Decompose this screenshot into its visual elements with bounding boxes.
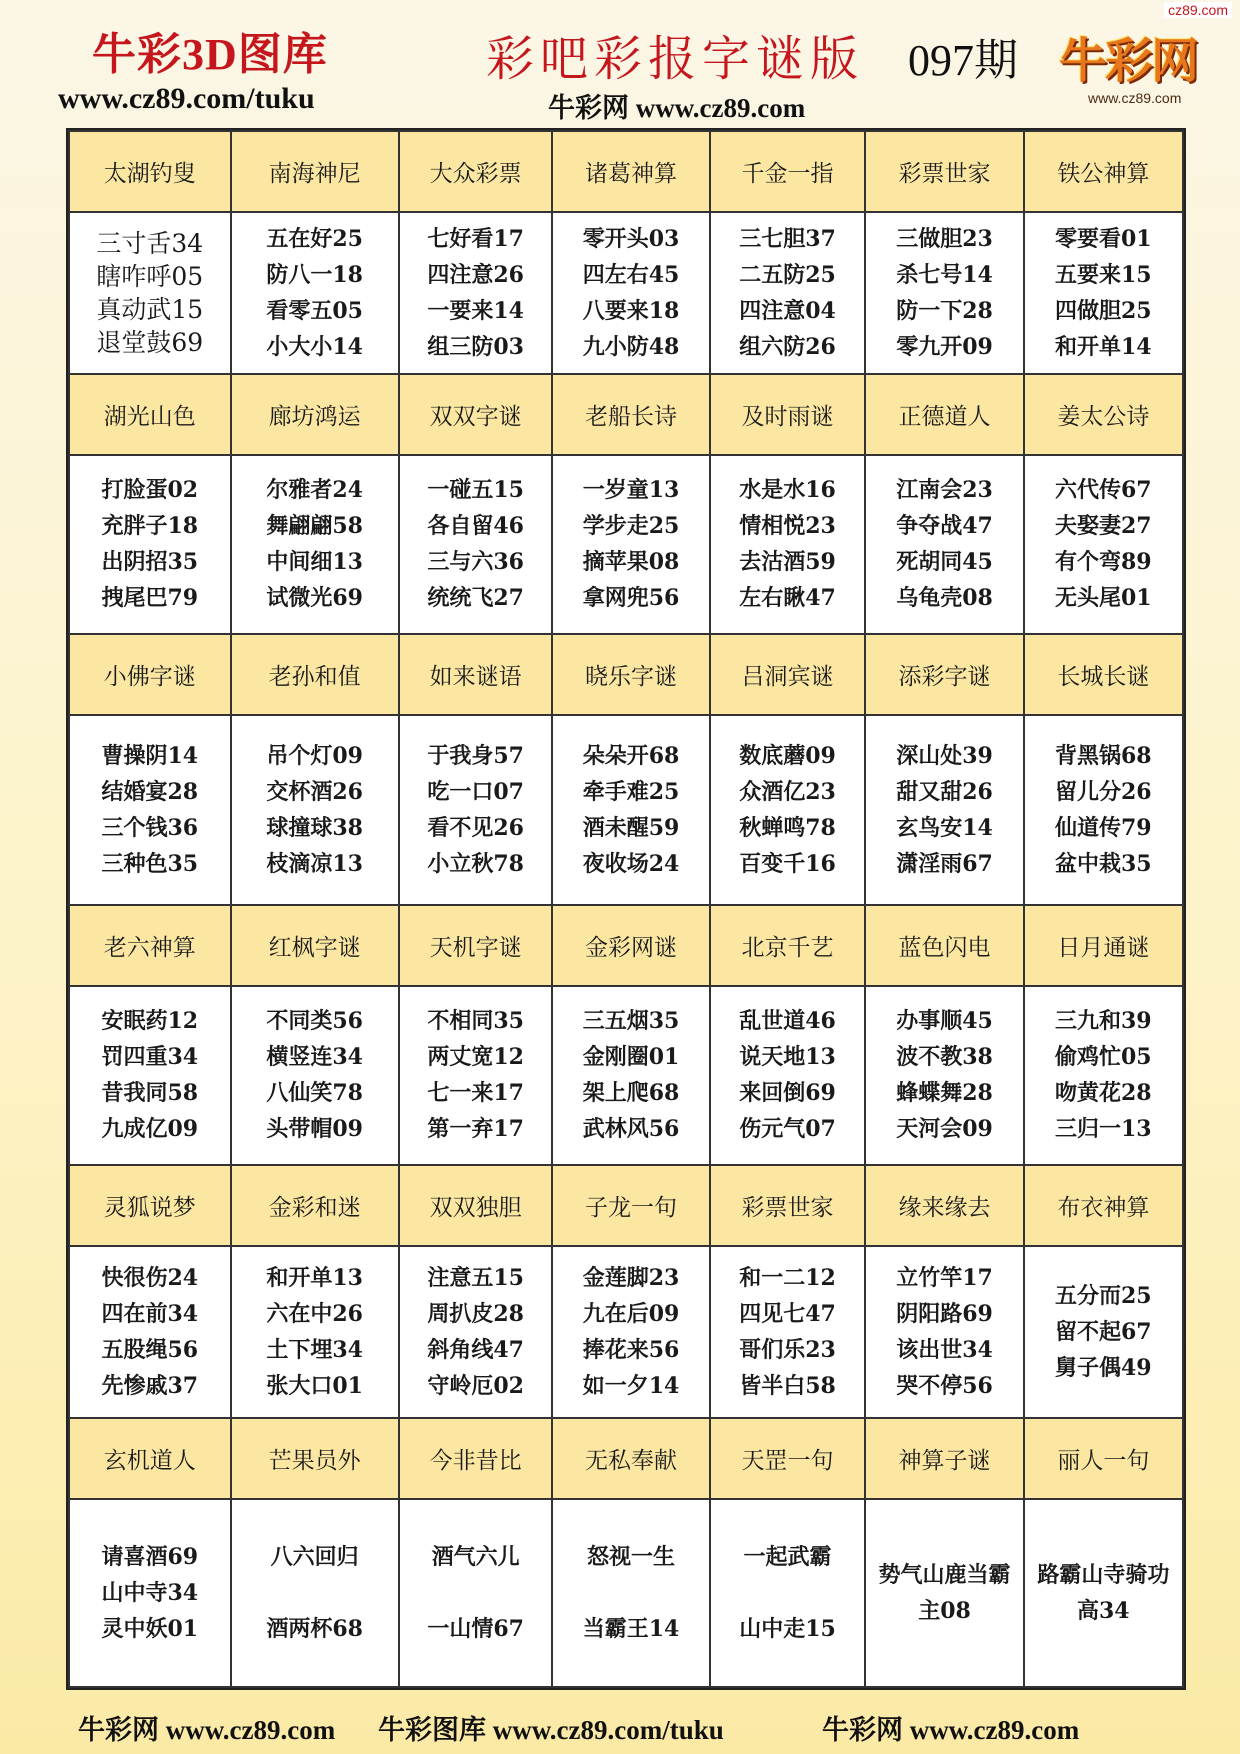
riddle-line: 一山情67 xyxy=(427,1616,524,1643)
riddle-line: 哭不停56 xyxy=(896,1372,993,1399)
riddle-cell xyxy=(231,986,399,1165)
riddle-line: 看不见26 xyxy=(427,814,524,841)
riddle-cell xyxy=(552,1499,709,1687)
riddle-line: 真动武15 xyxy=(96,294,204,324)
column-title: 及时雨谜 xyxy=(710,374,866,455)
header-row xyxy=(69,131,1183,212)
riddle-line: 势气山鹿当霸 xyxy=(878,1562,1011,1589)
header-row xyxy=(69,374,1183,455)
issue-number: 097期 xyxy=(908,36,1018,85)
riddle-line: 左右瞅47 xyxy=(739,585,836,612)
riddle-cell xyxy=(865,1499,1023,1687)
riddle-line: 死胡同45 xyxy=(896,549,993,576)
riddle-line: 三寸舌34 xyxy=(96,228,204,258)
riddle-line: 交杯酒26 xyxy=(266,778,363,805)
riddle-cell xyxy=(710,212,866,374)
riddle-line: 六在中26 xyxy=(266,1300,363,1327)
corner-url[interactable]: cz89.com xyxy=(1164,2,1232,18)
riddle-line: 三种色35 xyxy=(101,850,199,877)
riddle-cell xyxy=(69,212,231,374)
riddle-line: 周扒皮28 xyxy=(427,1300,524,1327)
column-title: 布衣神算 xyxy=(1024,1165,1183,1246)
riddle-line: 舞翩翩58 xyxy=(266,513,363,540)
riddle-line: 众酒亿23 xyxy=(739,778,836,805)
riddle-line: 于我身57 xyxy=(427,742,524,769)
column-title: 千金一指 xyxy=(710,131,866,212)
footer-link-left[interactable]: 牛彩网 www.cz89.com xyxy=(78,1715,336,1745)
riddle-line: 曹操阴14 xyxy=(101,742,199,769)
riddle-grid xyxy=(66,128,1186,1690)
header-row xyxy=(69,634,1183,715)
riddle-line: 舅子偶49 xyxy=(1055,1354,1152,1381)
riddle-line xyxy=(232,1575,398,1611)
site-title: 牛彩3D图库 xyxy=(92,30,328,79)
riddle-line: 头带帽09 xyxy=(266,1116,363,1143)
riddle-line: 四左右45 xyxy=(582,261,680,288)
riddle-line: 盆中栽35 xyxy=(1055,850,1152,877)
riddle-cell xyxy=(1024,212,1183,374)
column-title: 彩票世家 xyxy=(865,131,1023,212)
riddle-cell xyxy=(399,212,553,374)
riddle-line: 一碰五15 xyxy=(427,477,524,504)
riddle-line: 杀七号14 xyxy=(896,261,993,288)
column-title: 北京千艺 xyxy=(710,905,866,986)
riddle-line: 五要来15 xyxy=(1055,261,1152,288)
riddle-line: 球撞球38 xyxy=(266,814,363,841)
riddle-cell xyxy=(1024,1246,1183,1419)
column-title: 如来谜语 xyxy=(399,634,553,715)
riddle-line: 捧花来56 xyxy=(582,1336,680,1363)
riddle-line: 高34 xyxy=(1077,1598,1130,1625)
riddle-cell xyxy=(399,1499,553,1687)
column-title: 南海神尼 xyxy=(231,131,399,212)
column-title: 缘来缘去 xyxy=(865,1165,1023,1246)
riddle-cell xyxy=(231,455,399,634)
riddle-line: 三五烟35 xyxy=(582,1008,680,1035)
riddle-line: 金刚圈01 xyxy=(582,1044,680,1071)
column-title: 晓乐字谜 xyxy=(552,634,709,715)
content-row xyxy=(69,1499,1183,1687)
riddle-line: 中间细13 xyxy=(266,549,363,576)
content-row xyxy=(69,455,1183,634)
riddle-table xyxy=(68,130,1184,1688)
riddle-line: 有个弯89 xyxy=(1055,549,1152,576)
column-title: 子龙一句 xyxy=(552,1165,709,1246)
riddle-line: 架上爬68 xyxy=(582,1080,680,1107)
column-title: 双双字谜 xyxy=(399,374,553,455)
riddle-line: 甜又甜26 xyxy=(896,778,993,805)
riddle-line: 五在好25 xyxy=(266,225,363,252)
riddle-line: 枝滴凉13 xyxy=(266,850,363,877)
column-title: 老六神算 xyxy=(69,905,231,986)
riddle-line: 先惨戚37 xyxy=(101,1372,199,1399)
riddle-cell xyxy=(552,1246,709,1419)
riddle-cell xyxy=(865,212,1023,374)
riddle-line: 牵手难25 xyxy=(582,778,680,805)
riddle-line: 九成亿09 xyxy=(101,1116,199,1143)
riddle-line: 路霸山寺骑功 xyxy=(1037,1562,1170,1589)
column-title: 诸葛神算 xyxy=(552,131,709,212)
riddle-line: 仙道传79 xyxy=(1055,814,1152,841)
header-row xyxy=(69,905,1183,986)
column-title: 吕洞宾谜 xyxy=(710,634,866,715)
riddle-line: 留儿分26 xyxy=(1055,778,1152,805)
riddle-line: 哥们乐23 xyxy=(739,1336,836,1363)
column-title: 老船长诗 xyxy=(552,374,709,455)
riddle-line: 水是水16 xyxy=(739,477,836,504)
riddle-line: 和开单13 xyxy=(266,1264,363,1291)
logo-text: 牛彩网 xyxy=(1058,35,1197,88)
riddle-line: 斜角线47 xyxy=(427,1336,524,1363)
riddle-line: 打脸蛋02 xyxy=(101,477,199,504)
riddle-cell xyxy=(710,455,866,634)
column-title: 今非昔比 xyxy=(399,1418,553,1499)
riddle-line: 一起武霸 xyxy=(743,1544,832,1571)
riddle-line: 各自留46 xyxy=(427,513,524,540)
riddle-line: 留不起67 xyxy=(1055,1318,1152,1345)
riddle-line: 偷鸡忙05 xyxy=(1055,1044,1152,1071)
riddle-line: 结婚宴28 xyxy=(101,778,199,805)
riddle-line: 乱世道46 xyxy=(739,1008,836,1035)
riddle-cell xyxy=(865,1246,1023,1419)
riddle-line: 五股绳56 xyxy=(101,1336,199,1363)
riddle-line: 吻黄花28 xyxy=(1055,1080,1152,1107)
column-title: 大众彩票 xyxy=(399,131,553,212)
riddle-line: 六代传67 xyxy=(1055,477,1152,504)
riddle-line: 请喜酒69 xyxy=(101,1544,199,1571)
riddle-cell xyxy=(865,715,1023,905)
column-title: 老孙和值 xyxy=(231,634,399,715)
center-url[interactable]: 牛彩网 www.cz89.com xyxy=(548,93,806,123)
riddle-line: 四注意26 xyxy=(427,261,524,288)
riddle-line: 江南会23 xyxy=(896,477,993,504)
riddle-line: 三与六36 xyxy=(427,549,524,576)
riddle-line: 吃一口07 xyxy=(427,778,524,805)
riddle-line: 金莲脚23 xyxy=(582,1264,680,1291)
riddle-cell xyxy=(552,715,709,905)
riddle-line: 五分而25 xyxy=(1055,1282,1152,1309)
column-title: 蓝色闪电 xyxy=(865,905,1023,986)
column-title: 添彩字谜 xyxy=(865,634,1023,715)
riddle-line: 三七胆37 xyxy=(739,225,836,252)
riddle-line xyxy=(553,1575,708,1611)
column-title: 灵狐说梦 xyxy=(69,1165,231,1246)
riddle-line: 办事顺45 xyxy=(896,1008,993,1035)
riddle-line: 八六回归 xyxy=(270,1544,359,1571)
riddle-line: 罚四重34 xyxy=(101,1044,199,1071)
riddle-line: 一岁童13 xyxy=(582,477,680,504)
riddle-line: 统统飞27 xyxy=(427,585,524,612)
riddle-line: 尔雅者24 xyxy=(266,477,363,504)
riddle-cell xyxy=(69,715,231,905)
riddle-line: 九在后09 xyxy=(582,1300,680,1327)
riddle-cell xyxy=(710,986,866,1165)
riddle-line: 夫娶妻27 xyxy=(1055,513,1152,540)
riddle-cell xyxy=(69,986,231,1165)
column-title: 太湖钓叟 xyxy=(69,131,231,212)
riddle-line: 背黑锅68 xyxy=(1055,742,1152,769)
riddle-line: 三个钱36 xyxy=(101,814,199,841)
riddle-line: 防一下28 xyxy=(896,297,993,324)
riddle-cell xyxy=(1024,715,1183,905)
riddle-line: 充胖子18 xyxy=(101,513,199,540)
column-title: 双双独胆 xyxy=(399,1165,553,1246)
riddle-cell xyxy=(710,1499,866,1687)
riddle-cell xyxy=(552,986,709,1165)
content-row xyxy=(69,986,1183,1165)
riddle-line: 拿网兜56 xyxy=(582,585,680,612)
riddle-line: 蜂蝶舞28 xyxy=(896,1080,993,1107)
riddle-line: 不同类56 xyxy=(266,1008,363,1035)
riddle-line: 武林风56 xyxy=(582,1116,680,1143)
riddle-line: 摘苹果08 xyxy=(582,549,680,576)
content-row xyxy=(69,715,1183,905)
riddle-cell xyxy=(231,1246,399,1419)
riddle-line: 山中走15 xyxy=(739,1616,836,1643)
riddle-line xyxy=(711,1575,865,1611)
riddle-line: 学步走25 xyxy=(582,513,680,540)
riddle-line: 四见七47 xyxy=(739,1300,836,1327)
riddle-cell xyxy=(1024,1499,1183,1687)
content-row xyxy=(69,212,1183,374)
footer-link-right[interactable]: 牛彩网 www.cz89.com xyxy=(822,1715,1080,1745)
riddle-line: 八要来18 xyxy=(582,297,680,324)
column-title: 日月通谜 xyxy=(1024,905,1183,986)
riddle-line: 酒未醒59 xyxy=(582,814,680,841)
riddle-line: 吊个灯09 xyxy=(266,742,363,769)
riddle-line: 小大小14 xyxy=(266,333,363,360)
riddle-line: 小立秋78 xyxy=(427,850,524,877)
riddle-cell xyxy=(231,715,399,905)
riddle-line: 当霸王14 xyxy=(582,1616,680,1643)
footer-link-middle[interactable]: 牛彩图库 www.cz89.com/tuku xyxy=(378,1715,724,1745)
riddle-line: 四注意04 xyxy=(739,297,836,324)
riddle-line: 立竹竿17 xyxy=(896,1264,993,1291)
column-title: 长城长谜 xyxy=(1024,634,1183,715)
riddle-line: 朵朵开68 xyxy=(582,742,680,769)
riddle-line: 一要来14 xyxy=(427,297,524,324)
riddle-line: 七好看17 xyxy=(427,225,524,252)
riddle-line xyxy=(400,1575,552,1611)
riddle-cell xyxy=(399,1246,553,1419)
header-row xyxy=(69,1165,1183,1246)
riddle-cell xyxy=(865,986,1023,1165)
riddle-line: 试微光69 xyxy=(266,585,363,612)
riddle-line: 无头尾01 xyxy=(1055,585,1152,612)
riddle-line: 酒两杯68 xyxy=(266,1616,363,1643)
riddle-line: 七一来17 xyxy=(427,1080,524,1107)
column-title: 红枫字谜 xyxy=(231,905,399,986)
riddle-line: 出阴招35 xyxy=(101,549,199,576)
riddle-cell xyxy=(69,1246,231,1419)
riddle-line: 第一弃17 xyxy=(427,1116,524,1143)
riddle-line: 皆半白58 xyxy=(739,1372,836,1399)
column-title: 芒果员外 xyxy=(231,1418,399,1499)
riddle-line: 安眠药12 xyxy=(101,1008,199,1035)
riddle-line: 情相悦23 xyxy=(739,513,836,540)
riddle-line: 阴阳路69 xyxy=(896,1300,993,1327)
riddle-line: 二五防25 xyxy=(739,261,836,288)
riddle-line: 八仙笑78 xyxy=(266,1080,363,1107)
riddle-line: 土下埋34 xyxy=(266,1336,363,1363)
riddle-line: 张大口01 xyxy=(266,1372,363,1399)
column-title: 金彩和迷 xyxy=(231,1165,399,1246)
riddle-cell xyxy=(231,1499,399,1687)
riddle-line: 该出世34 xyxy=(896,1336,993,1363)
riddle-cell xyxy=(399,986,553,1165)
riddle-line: 酒气六儿 xyxy=(431,1544,520,1571)
riddle-line: 四在前34 xyxy=(101,1300,199,1327)
riddle-cell xyxy=(399,455,553,634)
riddle-cell xyxy=(710,1246,866,1419)
logo-url: www.cz89.com xyxy=(1088,90,1182,106)
riddle-line: 两丈宽12 xyxy=(427,1044,524,1071)
riddle-line: 三归一13 xyxy=(1055,1116,1152,1143)
riddle-line: 三做胆23 xyxy=(896,225,993,252)
column-title: 玄机道人 xyxy=(69,1418,231,1499)
riddle-line: 横竖连34 xyxy=(266,1044,363,1071)
riddle-line: 和开单14 xyxy=(1055,333,1152,360)
riddle-cell xyxy=(710,715,866,905)
brand-logo xyxy=(1048,22,1208,112)
riddle-line: 防八一18 xyxy=(266,261,363,288)
riddle-cell xyxy=(1024,455,1183,634)
riddle-line: 伤元气07 xyxy=(739,1116,836,1143)
column-title: 丽人一句 xyxy=(1024,1418,1183,1499)
riddle-line: 快很伤24 xyxy=(101,1264,199,1291)
column-title: 小佛字谜 xyxy=(69,634,231,715)
riddle-line: 深山处39 xyxy=(896,742,993,769)
riddle-line: 秋蝉鸣78 xyxy=(739,814,836,841)
content-row xyxy=(69,1246,1183,1419)
column-title: 神算子谜 xyxy=(865,1418,1023,1499)
column-title: 湖光山色 xyxy=(69,374,231,455)
riddle-line: 说天地13 xyxy=(739,1044,836,1071)
riddle-line: 退堂鼓69 xyxy=(96,327,204,357)
riddle-line: 来回倒69 xyxy=(739,1080,836,1107)
riddle-line: 看零五05 xyxy=(266,297,363,324)
riddle-cell xyxy=(865,455,1023,634)
column-title: 天机字谜 xyxy=(399,905,553,986)
riddle-cell xyxy=(552,212,709,374)
riddle-line: 玄鸟安14 xyxy=(896,814,993,841)
riddle-line: 天河会09 xyxy=(896,1116,993,1143)
riddle-line: 拽尾巴79 xyxy=(101,585,199,612)
column-title: 天罡一句 xyxy=(710,1418,866,1499)
riddle-line: 和一二12 xyxy=(739,1264,836,1291)
riddle-line: 三九和39 xyxy=(1055,1008,1152,1035)
site-url[interactable]: www.cz89.com/tuku xyxy=(58,82,315,115)
riddle-line: 九小防48 xyxy=(582,333,680,360)
page-title: 彩吧彩报字谜版 xyxy=(486,33,865,86)
riddle-line: 去沽酒59 xyxy=(739,549,836,576)
riddle-line: 组六防26 xyxy=(739,333,836,360)
riddle-cell xyxy=(231,212,399,374)
column-title: 廊坊鸿运 xyxy=(231,374,399,455)
riddle-line: 零要看01 xyxy=(1055,225,1152,252)
riddle-line: 乌龟壳08 xyxy=(896,585,993,612)
riddle-line: 百变千16 xyxy=(739,850,836,877)
riddle-line: 昔我同58 xyxy=(101,1080,199,1107)
riddle-cell xyxy=(1024,986,1183,1165)
riddle-line: 守岭厄02 xyxy=(427,1372,524,1399)
column-title: 正德道人 xyxy=(865,374,1023,455)
riddle-line: 灵中妖01 xyxy=(101,1616,199,1643)
column-title: 姜太公诗 xyxy=(1024,374,1183,455)
riddle-line: 注意五15 xyxy=(427,1264,524,1291)
riddle-line: 数底蘑09 xyxy=(739,742,836,769)
riddle-line: 四做胆25 xyxy=(1055,297,1152,324)
riddle-cell xyxy=(399,715,553,905)
riddle-line: 主08 xyxy=(918,1598,971,1625)
header-row xyxy=(69,1418,1183,1499)
riddle-line: 不相同35 xyxy=(427,1008,524,1035)
riddle-line: 山中寺34 xyxy=(101,1580,199,1607)
riddle-line: 争夺战47 xyxy=(896,513,993,540)
riddle-line: 瞎咋呼05 xyxy=(96,261,204,291)
riddle-line: 怒视一生 xyxy=(587,1544,676,1571)
column-title: 铁公神算 xyxy=(1024,131,1183,212)
riddle-cell xyxy=(69,455,231,634)
riddle-cell xyxy=(552,455,709,634)
riddle-line: 波不教38 xyxy=(896,1044,993,1071)
column-title: 彩票世家 xyxy=(710,1165,866,1246)
riddle-line: 如一夕14 xyxy=(582,1372,680,1399)
column-title: 金彩网谜 xyxy=(552,905,709,986)
riddle-line: 零开头03 xyxy=(582,225,680,252)
column-title: 无私奉献 xyxy=(552,1418,709,1499)
riddle-line: 夜收场24 xyxy=(582,850,680,877)
riddle-line: 潇淫雨67 xyxy=(896,850,993,877)
riddle-line: 零九开09 xyxy=(896,333,993,360)
riddle-line: 组三防03 xyxy=(427,333,524,360)
riddle-cell xyxy=(69,1499,231,1687)
